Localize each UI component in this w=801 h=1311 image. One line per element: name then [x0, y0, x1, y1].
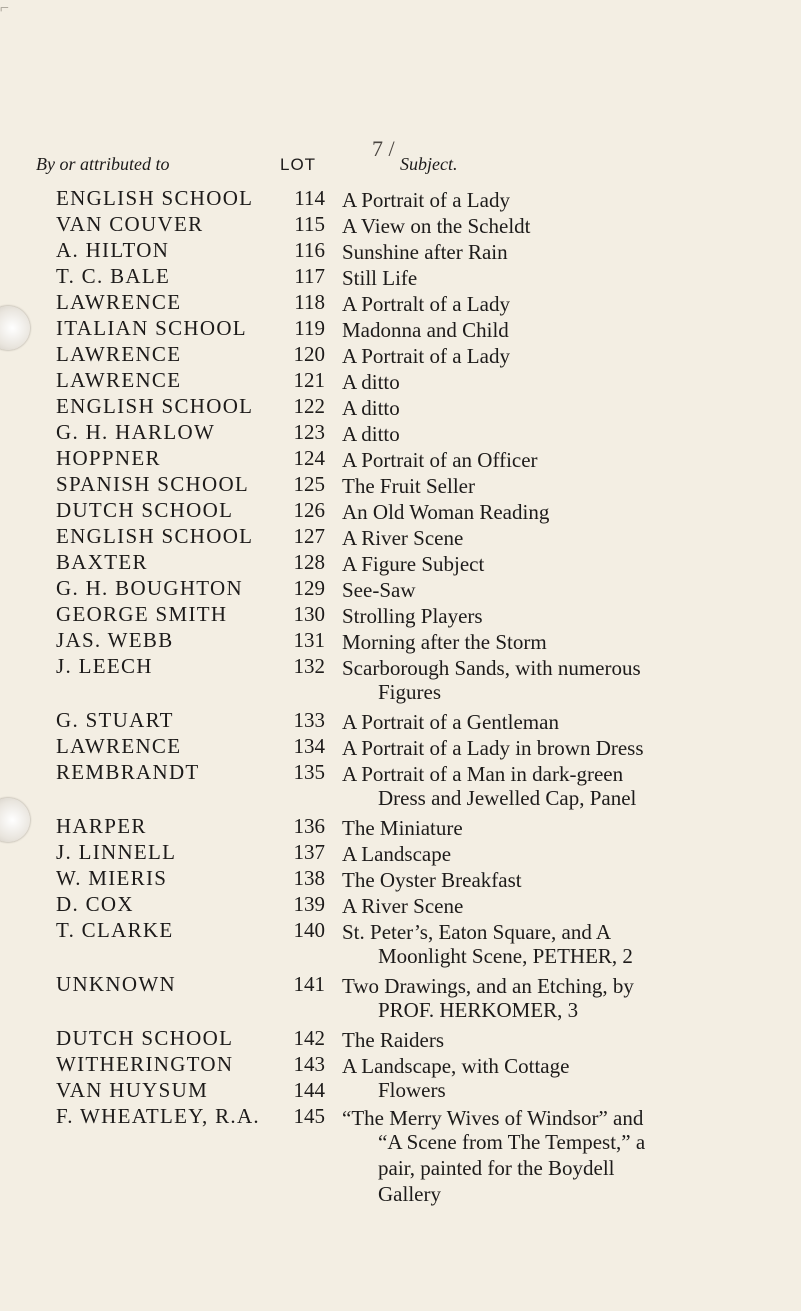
lot-number: 137	[293, 840, 325, 864]
lot-number: 116	[294, 238, 325, 262]
artist-name: HARPER	[56, 814, 147, 838]
subject-title: A Portrait of an Officer	[342, 448, 538, 472]
lot-number: 145	[293, 1104, 325, 1128]
subject-title: Still Life	[342, 266, 418, 290]
subject-title: The Miniature	[342, 816, 463, 840]
artist-name: ENGLISH SCHOOL	[56, 394, 254, 418]
lot-number: 129	[293, 576, 325, 600]
lot-number: 119	[294, 316, 325, 340]
lot-number: 144	[293, 1078, 325, 1102]
artist-name: UNKNOWN	[56, 972, 176, 996]
artist-name: W. MIERIS	[56, 866, 168, 890]
artist-name: G. H. BOUGHTON	[56, 576, 243, 600]
lot-entry	[0, 892, 801, 920]
subject-title: A Portrait of a Lady	[342, 344, 510, 368]
artist-name: ENGLISH SCHOOL	[56, 186, 254, 210]
lot-entry	[0, 238, 801, 266]
lot-entry	[0, 394, 801, 422]
subject-title: See-Saw	[342, 578, 416, 602]
lot-number: 130	[293, 602, 325, 626]
artist-name: HOPPNER	[56, 446, 161, 470]
lot-number: 123	[293, 420, 325, 444]
subject-continuation: Flowers	[378, 1078, 446, 1102]
artist-name: T. C. BALE	[56, 264, 171, 288]
lot-entry	[0, 840, 801, 868]
artist-column-heading: By or attributed to	[36, 154, 170, 174]
subject-column-heading: Subject.	[400, 154, 458, 174]
lot-entry	[0, 866, 801, 894]
subject-title: A Portrait of a Lady in brown Dress	[342, 736, 644, 760]
subject-continuation: pair, painted for the Boydell	[378, 1156, 615, 1180]
lot-number: 133	[293, 708, 325, 732]
lot-entry	[0, 602, 801, 630]
lot-number: 143	[293, 1052, 325, 1076]
lot-number: 127	[293, 524, 325, 548]
lot-number: 138	[293, 866, 325, 890]
subject-title: Sunshine after Rain	[342, 240, 508, 264]
lot-entry	[0, 212, 801, 240]
lot-number: 115	[294, 212, 325, 236]
artist-name: J. LEECH	[56, 654, 153, 678]
artist-name: G. H. HARLOW	[56, 420, 216, 444]
artist-name: REMBRANDT	[56, 760, 200, 784]
lot-entry	[0, 420, 801, 448]
lot-number: 132	[293, 654, 325, 678]
lot-number: 125	[293, 472, 325, 496]
subject-title: The Oyster Breakfast	[342, 868, 522, 892]
subject-continuation: “A Scene from The Tempest,” a	[378, 1130, 646, 1154]
subject-continuation: Gallery	[378, 1182, 441, 1206]
lot-entry	[0, 446, 801, 474]
artist-name: A. HILTON	[56, 238, 170, 262]
subject-title: St. Peter’s, Eaton Square, and A	[342, 920, 612, 944]
lot-number: 124	[293, 446, 325, 470]
subject-title: A Portrait of a Man in dark-green	[342, 762, 624, 786]
lot-entry	[0, 814, 801, 842]
artist-name: DUTCH SCHOOL	[56, 498, 234, 522]
subject-title: A Landscape, with Cottage	[342, 1054, 570, 1078]
subject-title: Strolling Players	[342, 604, 483, 628]
lot-entry	[0, 760, 801, 810]
lot-number: 121	[293, 368, 325, 392]
subject-title: A Portrait of a Lady	[342, 188, 510, 212]
subject-title: Madonna and Child	[342, 318, 509, 342]
subject-title: A River Scene	[342, 526, 464, 550]
artist-name: SPANISH SCHOOL	[56, 472, 250, 496]
subject-continuation: Dress and Jewelled Cap, Panel	[378, 786, 637, 810]
lot-number: 139	[293, 892, 325, 916]
lot-entry	[0, 708, 801, 736]
lot-number: 122	[293, 394, 325, 418]
subject-title: A ditto	[342, 370, 400, 394]
subject-title: “The Merry Wives of Windsor” and	[342, 1106, 644, 1130]
lot-number: 114	[294, 186, 325, 210]
lot-number: 120	[293, 342, 325, 366]
lot-entry	[0, 1104, 801, 1206]
artist-name: D. COX	[56, 892, 134, 916]
lot-number: 126	[293, 498, 325, 522]
artist-name: LAWRENCE	[56, 368, 182, 392]
lot-number: 131	[293, 628, 325, 652]
lot-number: 128	[293, 550, 325, 574]
lot-number: 135	[293, 760, 325, 784]
subject-title: A View on the Scheldt	[342, 214, 531, 238]
subject-title: A ditto	[342, 396, 400, 420]
lot-entry	[0, 1026, 801, 1054]
lot-entry	[0, 654, 801, 704]
artist-name: JAS. WEBB	[56, 628, 174, 652]
subject-title: A Figure Subject	[342, 552, 485, 576]
lot-number: 141	[293, 972, 325, 996]
subject-title: An Old Woman Reading	[342, 500, 550, 524]
lot-entry	[0, 550, 801, 578]
artist-name: VAN HUYSUM	[56, 1078, 209, 1102]
lot-entry	[0, 918, 801, 968]
artist-name: LAWRENCE	[56, 290, 182, 314]
artist-name: BAXTER	[56, 550, 148, 574]
subject-title: Two Drawings, and an Etching, by	[342, 974, 634, 998]
lot-entry	[0, 342, 801, 370]
subject-title: A Portralt of a Lady	[342, 292, 510, 316]
subject-title: A River Scene	[342, 894, 464, 918]
lot-entry	[0, 316, 801, 344]
lot-entry	[0, 576, 801, 604]
subject-continuation: Figures	[378, 680, 441, 704]
artist-name: DUTCH SCHOOL	[56, 1026, 234, 1050]
artist-name: LAWRENCE	[56, 342, 182, 366]
subject-continuation: Moonlight Scene, PETHER, 2	[378, 944, 633, 968]
artist-name: LAWRENCE	[56, 734, 182, 758]
subject-title: A Landscape	[342, 842, 452, 866]
lot-entry	[0, 498, 801, 526]
lot-entry	[0, 290, 801, 318]
artist-name: G. STUART	[56, 708, 174, 732]
subject-title: The Raiders	[342, 1028, 445, 1052]
page-mark: 7 /	[372, 136, 395, 161]
lot-entry	[0, 368, 801, 396]
subject-title: A Portrait of a Gentleman	[342, 710, 559, 734]
artist-name: T. CLARKE	[56, 918, 174, 942]
lot-number: 142	[293, 1026, 325, 1050]
artist-name: J. LINNELL	[56, 840, 177, 864]
lot-entry	[0, 734, 801, 762]
lot-number: 118	[294, 290, 325, 314]
lot-number: 136	[293, 814, 325, 838]
lot-entry	[0, 1078, 801, 1106]
artist-name: ITALIAN SCHOOL	[56, 316, 247, 340]
subject-title: Scarborough Sands, with numerous	[342, 656, 641, 680]
subject-title: The Fruit Seller	[342, 474, 475, 498]
artist-name: WITHERINGTON	[56, 1052, 234, 1076]
artist-name: F. WHEATLEY, R.A.	[56, 1104, 260, 1128]
artist-name: VAN COUVER	[56, 212, 204, 236]
lot-entry	[0, 186, 801, 214]
lot-entry	[0, 264, 801, 292]
subject-continuation: PROF. HERKOMER, 3	[378, 998, 579, 1022]
lot-column-heading: LOT	[280, 155, 317, 174]
page-corner-mark: ⌐	[0, 0, 10, 17]
artist-name: ENGLISH SCHOOL	[56, 524, 254, 548]
lot-entry	[0, 972, 801, 1022]
lot-number: 140	[293, 918, 325, 942]
lot-entry	[0, 628, 801, 656]
lot-number: 117	[294, 264, 325, 288]
lot-number: 134	[293, 734, 325, 758]
artist-name: GEORGE SMITH	[56, 602, 228, 626]
subject-title: Morning after the Storm	[342, 630, 547, 654]
subject-title: A ditto	[342, 422, 400, 446]
lot-entry	[0, 524, 801, 552]
lot-entry	[0, 472, 801, 500]
